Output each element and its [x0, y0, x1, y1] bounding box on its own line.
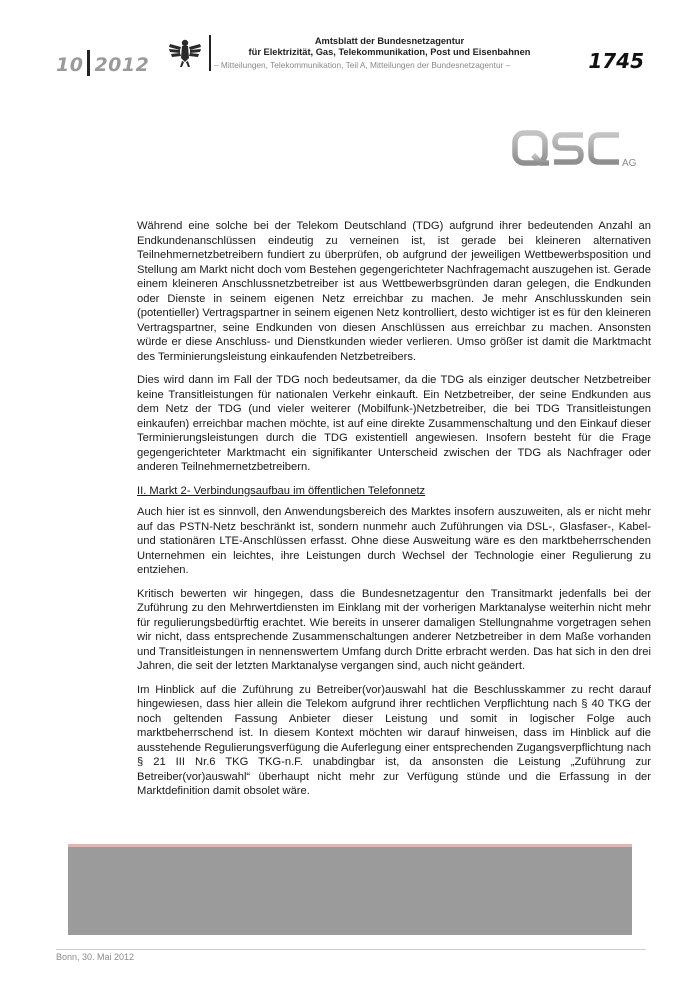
journal-title	[212, 36, 567, 58]
paragraph-2: Dies wird dann im Fall der TDG noch bedeutsamer, da die TDG als einziger deutscher Netzbetreiber keine Transitleistungen für nationalen Verkehr einkauft. Ein Netzbetreiber, der seine Endkunden aus dem Netz der TDG (und vieler weiterer (Mobilfunk-)Netzbetreiber, die bei TDG Transitleistungen einkaufen) erreichbar machen möchte, ist auf eine direkte Zusammenschaltung und den Einkauf dieser Terminierungsleistungen durch die TDG existentiell angewiesen. Insofern besteht für die Frage gegengerichteter Marktmacht ein signifikanter Unterscheid zwischen der TDG als Nachfrager oder anderen Teilnehmernetzbetreibern.	[137, 374, 651, 473]
issue-year: 2012	[94, 54, 150, 76]
issue: 10	[56, 54, 84, 76]
page-number: 1745	[588, 49, 644, 73]
federal-eagle-icon	[167, 36, 203, 70]
issue-number	[56, 50, 149, 76]
footer-divider	[56, 949, 646, 950]
paragraph-5: Im Hinblick auf die Zuführung zu Betreiber(vor)auswahl hat die Beschlusskammer zu recht darauf hingewiesen, dass hier allein die Telekom aufgrund ihrer rechtlichen Verpflichtung nach § 40 TKG der noch geltenden Fassung Anbieter dieser Leistung und somit in logischer Folge auch marktbeherrschend ist. In diesem Kontext möchten wir darauf hinweisen, dass im Hinblick auf die ausstehende Regulierungsverfügung die Auferlegung einer entsprechenden Zugangsverpflichtung nach § 21 III Nr.6 TKG TKG-n.F. unabdingbar ist, da ansonsten die Leistung „Zuführung zur Betreiber(vor)auswahl“ überhaupt nicht mehr zur Verfügung stünde und die Erfassung in der Marktdefinition damit obsolet wäre.	[137, 683, 651, 797]
paragraph-3: Auch hier ist es sinnvoll, den Anwendungsbereich des Marktes insofern auszuweiten, als er nicht mehr auf das PSTN-Netz beschränkt ist, sondern nunmehr auch Zuführungen via DSL-, Glasfaser-, Kabel- und stationären LTE-Anschlüssen erfasst. Ohne diese Ausweitung wäre es den marktbeherrschenden Unternehmen ein leichtes, ihre Leistungen durch Wechsel der Technologie einer Regulierung zu entziehen.	[137, 506, 651, 576]
paragraph-4: Kritisch bewerten wir hingegen, dass die Bundesnetzagentur den Transitmarkt jedenfalls bei der Zuführung zu den Mehrwertdiensten im Einklang mit der vorherigen Marktanalyse weiterhin nicht mehr für regulierungsbedürftig erachtet. Wie bereits in unserer damaligen Stellungnahme vorgetragen sehen wir nicht, dass entsprechende Zusammenschaltungen anderer Netzbetreiber in dem Maße vorhanden und Transitleistungen in nennenswertem Umfang durch Dritte erbracht werden. Das hat sich in den drei Jahren, die seit der letzten Marktanalyse vergangen sind, auch nicht geändert.	[137, 587, 651, 672]
section-heading: II. Markt 2- Verbindungsaufbau im öffentlichen Telefonnetz	[137, 484, 426, 497]
letter-body	[137, 219, 651, 808]
journal-title-line2: für Elektrizität, Gas, Telekommunikation, Post und Eisenbahnen	[248, 47, 531, 57]
paragraph-1: Während eine solche bei der Telekom Deutschland (TDG) aufgrund ihrer bedeutenden Anzahl an Endkundenanschlüssen eindeutig zu verneinen ist, ist gerade bei kleineren alternativen Teilnehmernetzbetreibern fundiert zu überprüfen, ob aufgrund der jeweiligen Wettbewerbsposition und Stellung am Markt nicht doch vom Bestehen gegengerichteter Nachfragemacht auszugehen ist. Gerade einem kleineren Anschlussnetzbetreiber ist aus Wettbewerbsgründen daran gelegen, die Endkunden oder Dienste in seinem eigenen Netz erreichbar zu machen. Je mehr Anschlusskunden sein (potentieller) Vertragspartner in seinem eigenen Netz kontrolliert, desto wichtiger ist es für den kleineren Vertragspartner, seine Endkunden von diesen Anschlüssen aus erreichbar zu machen. Ansonsten würde er diese Anschluss- und Dienstkunden wieder verlieren. Umso größer ist damit die Marktmacht des Terminierungsleistung einkaufenden Netzbetreibers.	[137, 220, 651, 363]
journal-title-line1: Amtsblatt der Bundesnetzagentur	[314, 36, 465, 46]
journal-subtitle: – Mitteilungen, Telekommunikation, Teil A, Mitteilungen der Bundesnetzagentur –	[214, 60, 511, 70]
footer-date: Bonn, 30. Mai 2012	[56, 952, 135, 962]
issue-divider	[87, 50, 90, 76]
qsc-logo-suffix: AG	[622, 158, 637, 169]
redacted-footer-block	[68, 847, 632, 935]
block-edge	[68, 844, 632, 847]
header-divider	[209, 35, 211, 71]
qsc-logo	[511, 129, 641, 173]
